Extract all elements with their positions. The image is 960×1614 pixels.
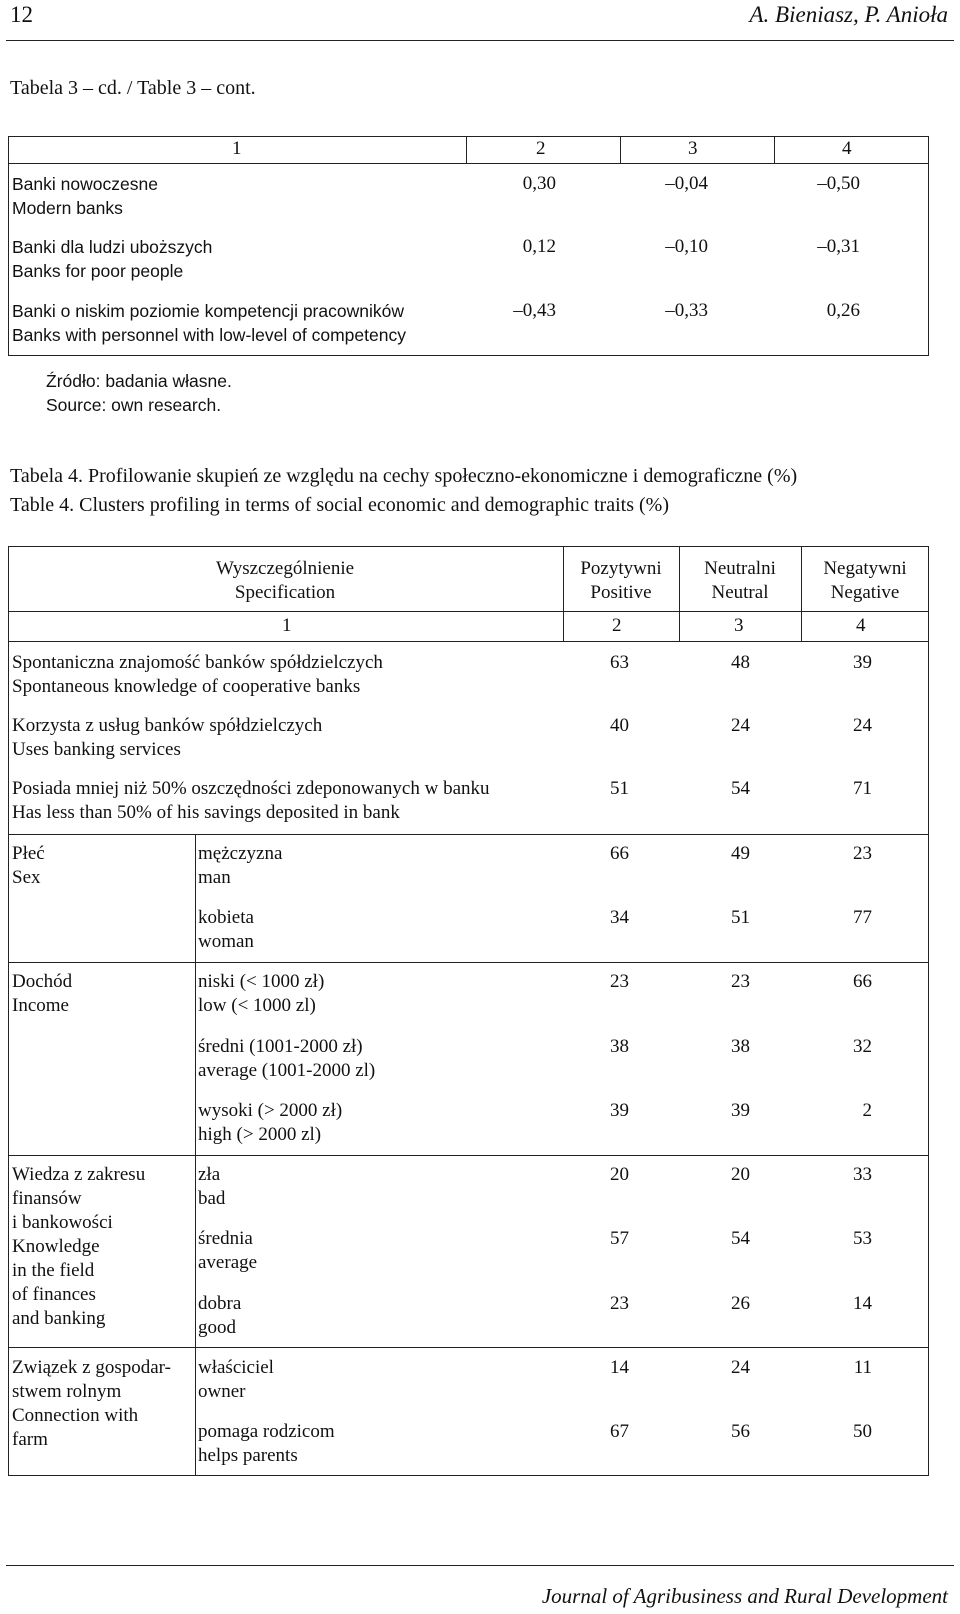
pos-pl: Pozytywni (580, 558, 662, 579)
header-negative (801, 557, 929, 605)
table4-subcategory (198, 1292, 241, 1340)
table3-divider (620, 136, 621, 163)
row-label-en: Banks with personnel with low-level of competency (12, 325, 406, 345)
group-label-line: Income (12, 995, 69, 1016)
table4-value: 23 (731, 971, 750, 992)
neu-pl: Neutralni (704, 558, 776, 579)
group-label-line: Wiedza z zakresu (12, 1164, 146, 1185)
group-label-line: i bankowości (12, 1212, 113, 1233)
table4-caption-en: Table 4. Clusters profiling in terms of social economic and demographic traits (%) (10, 494, 669, 516)
table4-subcategory-pl: pomaga rodzicom (198, 1421, 335, 1442)
table3-caption: Tabela 3 – cd. / Table 3 – cont. (10, 77, 256, 99)
group-label-line: Connection with (12, 1405, 139, 1426)
table3-value: –0,43 (513, 300, 556, 321)
table3-divider (466, 136, 467, 163)
table4-caption-pl: Tabela 4. Profilowanie skupień ze względu na cechy społeczno-ekonomiczne i demograficzne (%) (10, 465, 798, 487)
table4-row-label-en: Spontaneous knowledge of cooperative banks (12, 676, 361, 697)
table4-subcategory-pl: niski (< 1000 zł) (198, 971, 325, 992)
table4-value: 39 (731, 1100, 750, 1121)
table4-column-number: 4 (856, 615, 866, 636)
table4-subcategory-pl: średni (1001-2000 zł) (198, 1036, 363, 1057)
table4-subcategory-pl: kobieta (198, 907, 254, 928)
table4-value: 38 (731, 1036, 750, 1057)
table4-value: 34 (610, 907, 629, 928)
table4-column-number: 1 (282, 615, 292, 636)
table4-value: 56 (731, 1421, 750, 1442)
table3-divider (774, 136, 775, 163)
table4-subcategory-en: man (198, 867, 231, 888)
header-positive (563, 557, 679, 605)
group-label-line: farm (12, 1429, 48, 1450)
table3-row-label (12, 172, 158, 220)
neg-en: Negative (830, 582, 900, 603)
page-number: 12 (10, 2, 33, 27)
table4-value: 23 (610, 1293, 629, 1314)
table4-subcategory-en: high (> 2000 zl) (198, 1124, 322, 1145)
table4-subcategory (198, 842, 282, 890)
table4-body-rule (8, 834, 929, 835)
group-label-line: stwem rolnym (12, 1381, 122, 1402)
table3-value: 0,26 (826, 300, 860, 321)
source-en: Source: own research. (46, 395, 222, 415)
table4-value: 53 (853, 1228, 872, 1249)
table4-value: 40 (610, 715, 629, 736)
table3-column-number: 4 (842, 138, 852, 159)
table3-column-number: 3 (688, 138, 698, 159)
group-label-line: Sex (12, 867, 41, 888)
table4-subcategory-en: good (198, 1317, 236, 1338)
group-label-line: Związek z gospodar- (12, 1357, 171, 1378)
table3-value: –0,33 (665, 300, 708, 321)
table4-value: 24 (853, 715, 872, 736)
table4-group-rule (8, 1155, 929, 1156)
table4-value: 20 (731, 1164, 750, 1185)
table4-value: 23 (610, 971, 629, 992)
table4-subcategory-pl: właściciel (198, 1357, 274, 1378)
table4-subcategory (198, 1227, 257, 1275)
table4-value: 20 (610, 1164, 629, 1185)
table4-column-number: 2 (612, 615, 622, 636)
group-label-line: Płeć (12, 843, 45, 864)
row-label-en: Banks for poor people (12, 261, 184, 281)
table3-value: 0,12 (522, 236, 556, 257)
table4-subcategory (198, 906, 254, 954)
table4-value: 50 (853, 1421, 872, 1442)
group-label-line: Dochód (12, 971, 73, 992)
table4-group-label (12, 1356, 171, 1452)
table4-value: 77 (853, 907, 872, 928)
table4-row-label-pl: Korzysta z usług banków spółdzielczych (12, 715, 323, 736)
table4-value: 66 (610, 843, 629, 864)
table3-column-number: 2 (536, 138, 546, 159)
table4-subcategory-en: average (1001-2000 zl) (198, 1060, 376, 1081)
footer-rule (6, 1565, 954, 1566)
table3-header-rule (8, 163, 929, 164)
table4-subcategory-en: low (< 1000 zl) (198, 995, 316, 1016)
table4-value: 39 (853, 652, 872, 673)
group-label-line: Knowledge (12, 1236, 100, 1257)
table4-value: 57 (610, 1228, 629, 1249)
table4-subcategory (198, 1356, 274, 1404)
table4-value: 51 (610, 778, 629, 799)
table4-value: 23 (853, 843, 872, 864)
table4-header-rule (8, 611, 929, 612)
table4-value: 63 (610, 652, 629, 673)
table4-value: 2 (862, 1100, 872, 1121)
group-label-line: in the field (12, 1260, 95, 1281)
table4-value: 24 (731, 715, 750, 736)
table3-source (46, 369, 232, 417)
table4-subcategory (198, 970, 324, 1018)
pos-en: Positive (590, 582, 652, 603)
table4-row-label (12, 714, 322, 762)
table4-column-number: 3 (734, 615, 744, 636)
journal-title: Journal of Agribusiness and Rural Development (541, 1584, 948, 1608)
table3-value: –0,31 (817, 236, 860, 257)
table4-subcategory-en: bad (198, 1188, 226, 1209)
table3-value: 0,30 (522, 173, 556, 194)
table4-subcategory-pl: zła (198, 1164, 221, 1185)
table4-row-label-pl: Posiada mniej niż 50% oszczędności zdeponowanych w banku (12, 778, 490, 799)
table3-row-label (12, 235, 212, 283)
table4-row-label (12, 651, 383, 699)
neg-pl: Negatywni (823, 558, 907, 579)
table4-value: 49 (731, 843, 750, 864)
row-label-pl: Banki o niskim poziomie kompetencji pracowników (12, 301, 404, 321)
table4-group-label (12, 842, 45, 890)
group-label-line: of finances (12, 1284, 96, 1305)
header-neutral (679, 557, 801, 605)
neu-en: Neutral (711, 582, 769, 603)
row-label-en: Modern banks (12, 198, 123, 218)
table4-value: 71 (853, 778, 872, 799)
table3-column-number: 1 (232, 138, 242, 159)
table4-subcategory-pl: wysoki (> 2000 zł) (198, 1100, 343, 1121)
table4-value: 66 (853, 971, 872, 992)
table4-value: 51 (731, 907, 750, 928)
table4-subcategory-pl: dobra (198, 1293, 242, 1314)
table4-subcategory-en: average (198, 1252, 258, 1273)
table4-subcategory (198, 1099, 342, 1147)
table4-value: 67 (610, 1421, 629, 1442)
table4-group-label (12, 970, 72, 1018)
header-rule (6, 40, 954, 41)
table4-row-label-pl: Spontaniczna znajomość banków spółdzielczych (12, 652, 383, 673)
table4-subcategory (198, 1420, 335, 1468)
table3-row-label (12, 299, 406, 347)
table4-group-rule (8, 1347, 929, 1348)
table4-group-label (12, 1163, 145, 1331)
source-pl: Źródło: badania własne. (46, 371, 232, 391)
group-label-line: finansów (12, 1188, 82, 1209)
table4-value: 39 (610, 1100, 629, 1121)
table4-subcategory-en: woman (198, 931, 254, 952)
table4-row-label-en: Has less than 50% of his savings deposited in bank (12, 802, 400, 823)
row-label-pl: Banki dla ludzi uboższych (12, 237, 213, 257)
spec-en: Specification (234, 582, 336, 603)
row-label-pl: Banki nowoczesne (12, 174, 158, 194)
table3-value: –0,50 (817, 173, 860, 194)
table4-subcategory (198, 1163, 225, 1211)
table4-group-rule (8, 962, 929, 963)
table4-row-label-en: Uses banking services (12, 739, 181, 760)
table4-value: 32 (853, 1036, 872, 1057)
running-head-authors: A. Bieniasz, P. Anioła (749, 2, 948, 27)
table4-subcategory-en: owner (198, 1381, 246, 1402)
table4-value: 48 (731, 652, 750, 673)
table4-value: 14 (853, 1293, 872, 1314)
table4-subcategory-pl: mężczyzna (198, 843, 283, 864)
header-specification (180, 557, 390, 605)
table3-value: –0,10 (665, 236, 708, 257)
table3-value: –0,04 (665, 173, 708, 194)
table4-row-label (12, 777, 490, 825)
table4-subcategory (198, 1035, 375, 1083)
table4-value: 54 (731, 778, 750, 799)
table4-subcategory-pl: średnia (198, 1228, 253, 1249)
spec-pl: Wyszczególnienie (215, 558, 355, 579)
table4-value: 14 (610, 1357, 629, 1378)
table4-value: 24 (731, 1357, 750, 1378)
table4-subcategory-en: helps parents (198, 1445, 298, 1466)
group-label-line: and banking (12, 1308, 106, 1329)
table4-value: 33 (853, 1164, 872, 1185)
table4-value: 11 (853, 1357, 872, 1378)
table4-number-rule (8, 641, 929, 642)
table4-value: 26 (731, 1293, 750, 1314)
table4-value: 38 (610, 1036, 629, 1057)
table4-value: 54 (731, 1228, 750, 1249)
